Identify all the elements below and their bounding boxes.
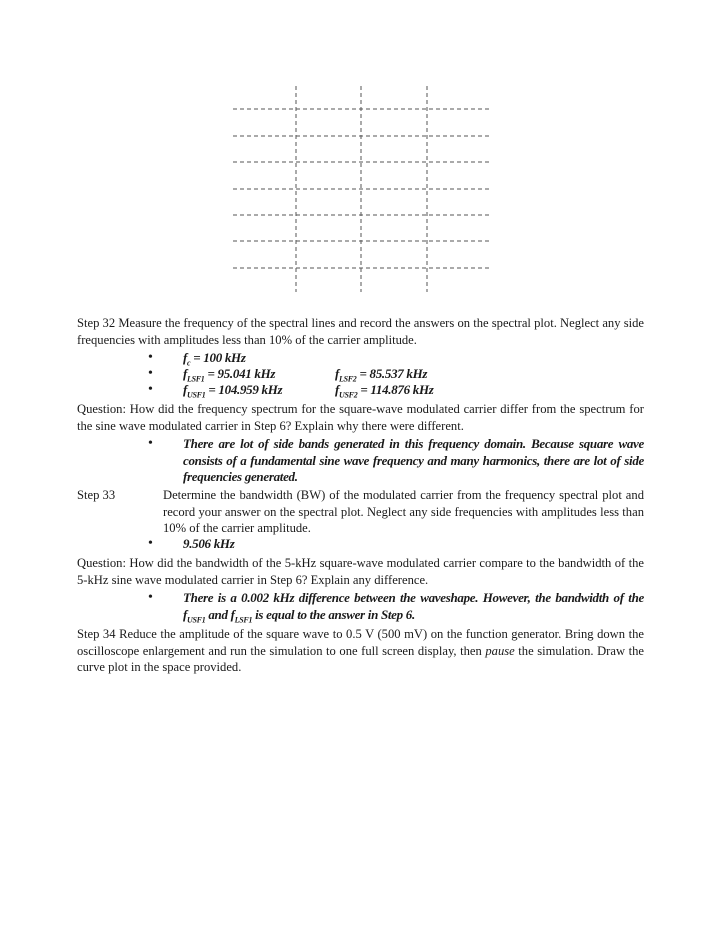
bullet: • — [148, 590, 153, 605]
bullet: • — [148, 536, 153, 551]
step-34-paragraph: Step 34 Reduce the amplitude of the square wave to 0.5 V (500 mV) on the function generator. Bring down the oscilloscope enlargement and run the simulation to one full screen display, then pause the simulation. Draw the curve plot in the space provided. — [77, 627, 644, 674]
step-33-label: Step 33 — [77, 488, 116, 502]
bullet: • — [148, 382, 153, 397]
answer-flsf2: $f_{LSF2} = 85.537$ kHz — [335, 366, 428, 384]
bullet: • — [148, 350, 153, 365]
step-32-paragraph — [77, 315, 644, 348]
answer-flsf1: $f_{LSF1} = 95.041$ kHz — [183, 366, 276, 384]
question-1: Question: How did the frequency spectrum for the square-wave modulated carrier differ from the spectrum for the sine wave modulated carrier in Step 6? Explain why there were different. — [77, 402, 644, 433]
step-33-answer: 9.506 kHz — [183, 536, 235, 551]
question-2-answer: There is a 0.002 kHz difference between the waveshape. However, the bandwidth of the $f_{USF1}$ and $f_{LSF1}$ is equal to the answer in Step 6. — [183, 590, 644, 625]
step-32-text: Measure the frequency of the spectral lines and record the answers on the spectral plot. Neglect any side frequencies with amplitudes less than 10% of the carrier amplitude. — [77, 316, 644, 347]
question-1-answer: There are lot of side bands generated in this frequency domain. Because square wave consists of a fundamental sine wave frequency and many harmonics, there are lot of side frequencies generated. — [183, 436, 644, 484]
bullet: • — [148, 366, 153, 381]
bullet: • — [148, 436, 153, 451]
step-33-text: Determine the bandwidth (BW) of the modulated carrier from the frequency spectral plot and record your answer on the spectral plot. Neglect any side frequencies with amplitudes less than 10% of the carrier amplitude. — [163, 488, 644, 535]
answer-fusf2: $f_{USF2} = 114.876$ kHz — [335, 382, 434, 400]
spectral-plot-grid — [0, 0, 728, 300]
step-32-label: Step 32 — [77, 316, 116, 330]
pause-emphasis: pause — [485, 643, 515, 658]
answer-fusf1: $f_{USF1} = 104.959$ kHz — [183, 382, 283, 400]
question-2: Question: How did the bandwidth of the 5-kHz square-wave modulated carrier compare to the bandwidth of the 5-kHz sine wave modulated carrier in Step 6? Explain any difference. — [77, 556, 644, 587]
answer-fc: $f_c = 100$ kHz — [183, 350, 246, 368]
step-34-label: Step 34 — [77, 627, 116, 641]
